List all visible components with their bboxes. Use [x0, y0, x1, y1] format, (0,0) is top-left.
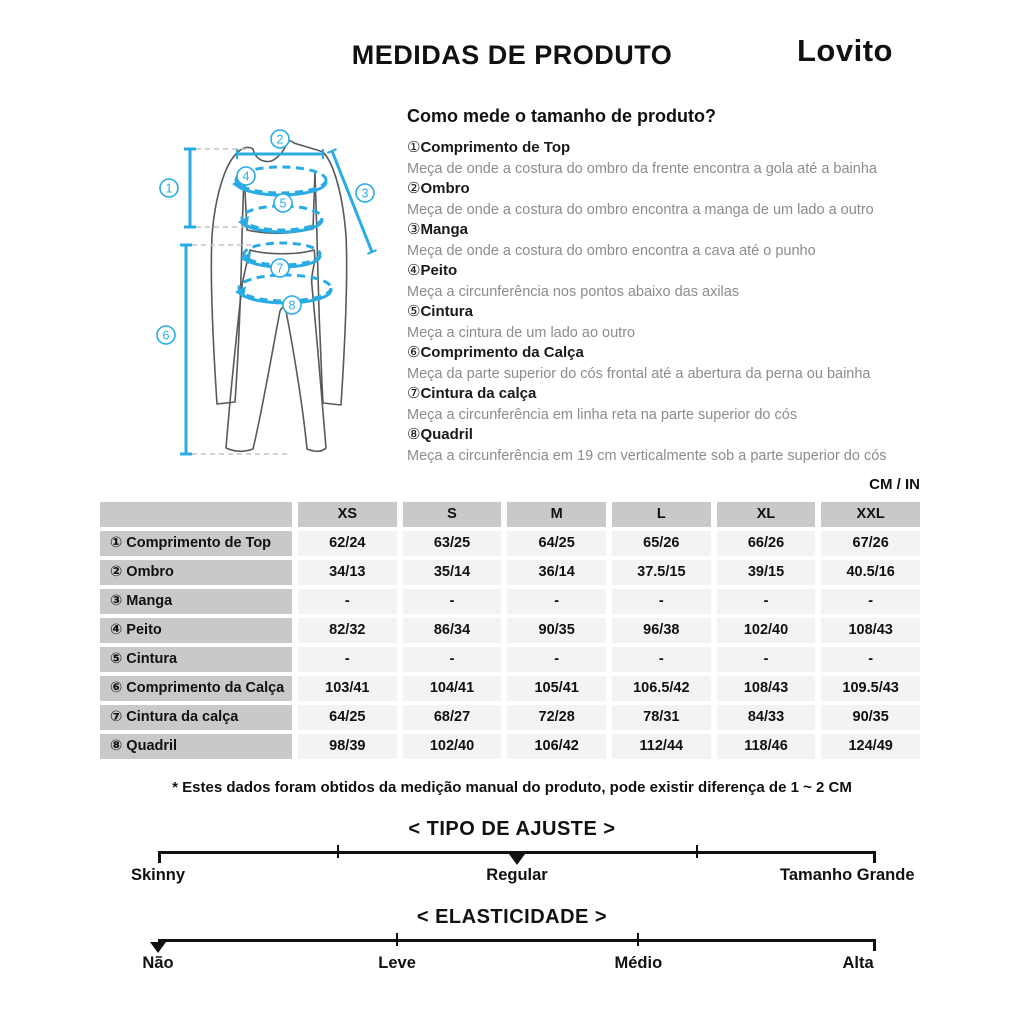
guide-item [407, 220, 937, 261]
fit-scale-stop-label: Tamanho Grande [780, 866, 915, 884]
elasticity-scale-tick [637, 933, 639, 946]
value-cell-s: - [403, 647, 502, 672]
guide-item-label: Comprimento de Top [420, 139, 571, 156]
value-cell-xl: - [717, 647, 816, 672]
value-cell-xs: 82/32 [298, 618, 397, 643]
value-cell-m: 72/28 [507, 705, 606, 730]
guide-item-number: ⑤ [407, 303, 421, 320]
table-row [100, 531, 920, 556]
table-size-header: M [507, 502, 606, 527]
elasticity-scale-right-end-tick [873, 939, 876, 951]
guide-item-title [407, 425, 937, 446]
elasticity-scale-stop-label: Leve [378, 954, 416, 972]
fit-scale-tick [337, 845, 339, 858]
guide-item [407, 343, 937, 384]
guide-item-description: Meça a cintura de um lado ao outro [407, 324, 636, 341]
guide-item-number: ② [407, 180, 421, 197]
measure-1-top-length [184, 149, 196, 227]
guide-item-description: Meça a circunferência nos pontos abaixo das axilas [407, 283, 740, 300]
value-cell-s: 68/27 [403, 705, 502, 730]
badge-2 [271, 130, 289, 148]
value-cell-xxl: - [821, 589, 920, 614]
value-cell-xl: 39/15 [717, 560, 816, 585]
value-cell-l: 106.5/42 [612, 676, 711, 701]
badge-1 [160, 179, 178, 197]
guide-item-title [407, 343, 937, 364]
table-row [100, 676, 920, 701]
table-body [100, 531, 920, 759]
fit-scale-marker-icon [509, 854, 525, 865]
guide-item-title [407, 138, 937, 159]
size-table [100, 502, 920, 759]
value-cell-s: 35/14 [403, 560, 502, 585]
value-cell-xxl: - [821, 647, 920, 672]
row-label-cell: ② Ombro [100, 560, 292, 585]
value-cell-l: 65/26 [612, 531, 711, 556]
svg-text:8: 8 [288, 298, 296, 313]
value-cell-m: 36/14 [507, 560, 606, 585]
guide-item-title [407, 261, 937, 282]
table-size-header: XL [717, 502, 816, 527]
guide-item-title [407, 302, 937, 323]
guide-item [407, 138, 937, 179]
guide-item [407, 179, 937, 220]
guide-item-label: Manga [420, 221, 468, 238]
table-row [100, 560, 920, 585]
guide-item-title [407, 220, 937, 241]
row-label-cell: ⑤ Cintura [100, 647, 292, 672]
fit-scale-stop-label: Regular [486, 866, 548, 884]
guide-item-number: ③ [407, 221, 421, 238]
guide-heading: Como mede o tamanho de produto? [407, 106, 716, 126]
guide-item [407, 261, 937, 302]
elasticity-scale-tick [396, 933, 398, 946]
elasticity-scale-stop-label: Médio [614, 954, 663, 972]
measurement-disclaimer: * Estes dados foram obtidos da medição manual do produto, pode existir diferença de 1 ~ 2 CM [172, 779, 852, 796]
fit-scale-title: < TIPO DE AJUSTE > [408, 818, 616, 840]
value-cell-l: 112/44 [612, 734, 711, 759]
table-size-header: XS [298, 502, 397, 527]
elasticity-scale [142, 939, 876, 972]
value-cell-xs: 34/13 [298, 560, 397, 585]
top-left-sleeve [211, 154, 244, 404]
value-cell-m: - [507, 647, 606, 672]
guide-item [407, 384, 937, 425]
fit-scale-stop-label: Skinny [130, 866, 186, 884]
row-label-cell: ⑦ Cintura da calça [100, 705, 292, 730]
guide-item-number: ④ [407, 262, 421, 279]
table-size-header: L [612, 502, 711, 527]
badge-6 [157, 326, 175, 344]
row-label-cell: ① Comprimento de Top [100, 531, 292, 556]
guide-item-number: ⑧ [407, 426, 421, 443]
guide-item-label: Cintura [420, 303, 473, 320]
guide-item-description: Meça de onde a costura do ombro encontra a manga de um lado a outro [407, 201, 874, 218]
table-size-header: S [403, 502, 502, 527]
value-cell-xs: 98/39 [298, 734, 397, 759]
table-header-row [100, 502, 920, 527]
guide-item-label: Cintura da calça [420, 385, 537, 402]
row-label-cell: ⑥ Comprimento da Calça [100, 676, 292, 701]
value-cell-l: - [612, 589, 711, 614]
svg-text:1: 1 [165, 181, 173, 196]
guide-item-label: Peito [420, 262, 458, 279]
guide-item-label: Ombro [420, 180, 470, 197]
svg-text:4: 4 [242, 169, 250, 184]
fit-scale [130, 851, 915, 884]
value-cell-xs: 62/24 [298, 531, 397, 556]
table-row [100, 734, 920, 759]
value-cell-m: 64/25 [507, 531, 606, 556]
value-cell-s: 104/41 [403, 676, 502, 701]
measure-guide [407, 106, 937, 466]
value-cell-xxl: 109.5/43 [821, 676, 920, 701]
badge-4 [237, 167, 255, 185]
row-label-cell: ④ Peito [100, 618, 292, 643]
table-row [100, 647, 920, 672]
guide-item [407, 425, 937, 466]
value-cell-xs: 64/25 [298, 705, 397, 730]
svg-text:2: 2 [276, 132, 284, 147]
value-cell-xl: 84/33 [717, 705, 816, 730]
value-cell-xs: - [298, 647, 397, 672]
value-cell-xl: - [717, 589, 816, 614]
value-cell-m: - [507, 589, 606, 614]
value-cell-xxl: 108/43 [821, 618, 920, 643]
measure-2-shoulder [237, 149, 323, 159]
fit-scale-left-end-tick [158, 851, 161, 863]
value-cell-l: 37.5/15 [612, 560, 711, 585]
value-cell-m: 90/35 [507, 618, 606, 643]
badge-8 [283, 296, 301, 314]
guide-item-description: Meça de onde a costura do ombro da frente encontra a gola até a bainha [407, 160, 877, 177]
value-cell-l: 78/31 [612, 705, 711, 730]
value-cell-xxl: 90/35 [821, 705, 920, 730]
guide-item-label: Comprimento da Calça [420, 344, 584, 361]
value-cell-s: 63/25 [403, 531, 502, 556]
svg-text:7: 7 [276, 261, 284, 276]
guide-item-description: Meça a circunferência em linha reta na parte superior do cós [407, 406, 798, 423]
measure-6-pants-length [180, 245, 192, 454]
guide-item-number: ⑦ [407, 385, 421, 402]
guide-item-title [407, 384, 937, 405]
elasticity-scale-labels [142, 954, 876, 976]
value-cell-xs: 103/41 [298, 676, 397, 701]
fit-scale-right-end-tick [873, 851, 876, 863]
svg-text:3: 3 [361, 186, 369, 201]
fit-scale-tick [696, 845, 698, 858]
table-row [100, 618, 920, 643]
table-row [100, 589, 920, 614]
value-cell-s: - [403, 589, 502, 614]
value-cell-l: - [612, 647, 711, 672]
badge-3 [356, 184, 374, 202]
page-title: MEDIDAS DE PRODUTO [351, 40, 673, 70]
table-row [100, 705, 920, 730]
units-label: CM / IN [869, 476, 920, 493]
guide-item-number: ① [407, 139, 421, 156]
elasticity-scale-title: < ELASTICIDADE > [416, 906, 608, 928]
table-corner-cell [100, 502, 292, 527]
badge-7 [271, 259, 289, 277]
garment-measurement-diagram [140, 118, 400, 470]
svg-text:5: 5 [279, 196, 287, 211]
guide-item-title [407, 179, 937, 200]
fit-scale-labels [130, 866, 915, 888]
brand-logo: Lovito [797, 33, 893, 68]
guide-list [407, 138, 937, 466]
value-cell-xxl: 67/26 [821, 531, 920, 556]
value-cell-xs: - [298, 589, 397, 614]
row-label-cell: ⑧ Quadril [100, 734, 292, 759]
value-cell-m: 105/41 [507, 676, 606, 701]
value-cell-s: 102/40 [403, 734, 502, 759]
value-cell-xl: 66/26 [717, 531, 816, 556]
value-cell-s: 86/34 [403, 618, 502, 643]
value-cell-l: 96/38 [612, 618, 711, 643]
elasticity-scale-marker-icon [150, 942, 166, 953]
table-size-header: XXL [821, 502, 920, 527]
guide-item-description: Meça da parte superior do cós frontal até a abertura da perna ou bainha [407, 365, 871, 382]
guide-item-label: Quadril [420, 426, 473, 443]
value-cell-xl: 108/43 [717, 676, 816, 701]
row-label-cell: ③ Manga [100, 589, 292, 614]
badge-5 [274, 194, 292, 212]
elasticity-scale-stop-label: Não [142, 954, 174, 972]
value-cell-m: 106/42 [507, 734, 606, 759]
value-cell-xxl: 124/49 [821, 734, 920, 759]
guide-item-description: Meça a circunferência em 19 cm verticalmente sob a parte superior do cós [407, 447, 887, 464]
elasticity-scale-stop-label: Alta [842, 954, 874, 972]
value-cell-xl: 102/40 [717, 618, 816, 643]
value-cell-xxl: 40.5/16 [821, 560, 920, 585]
guide-item-description: Meça de onde a costura do ombro encontra a cava até o punho [407, 242, 816, 259]
svg-text:6: 6 [162, 328, 170, 343]
guide-item-number: ⑥ [407, 344, 421, 361]
value-cell-xl: 118/46 [717, 734, 816, 759]
guide-item [407, 302, 937, 343]
